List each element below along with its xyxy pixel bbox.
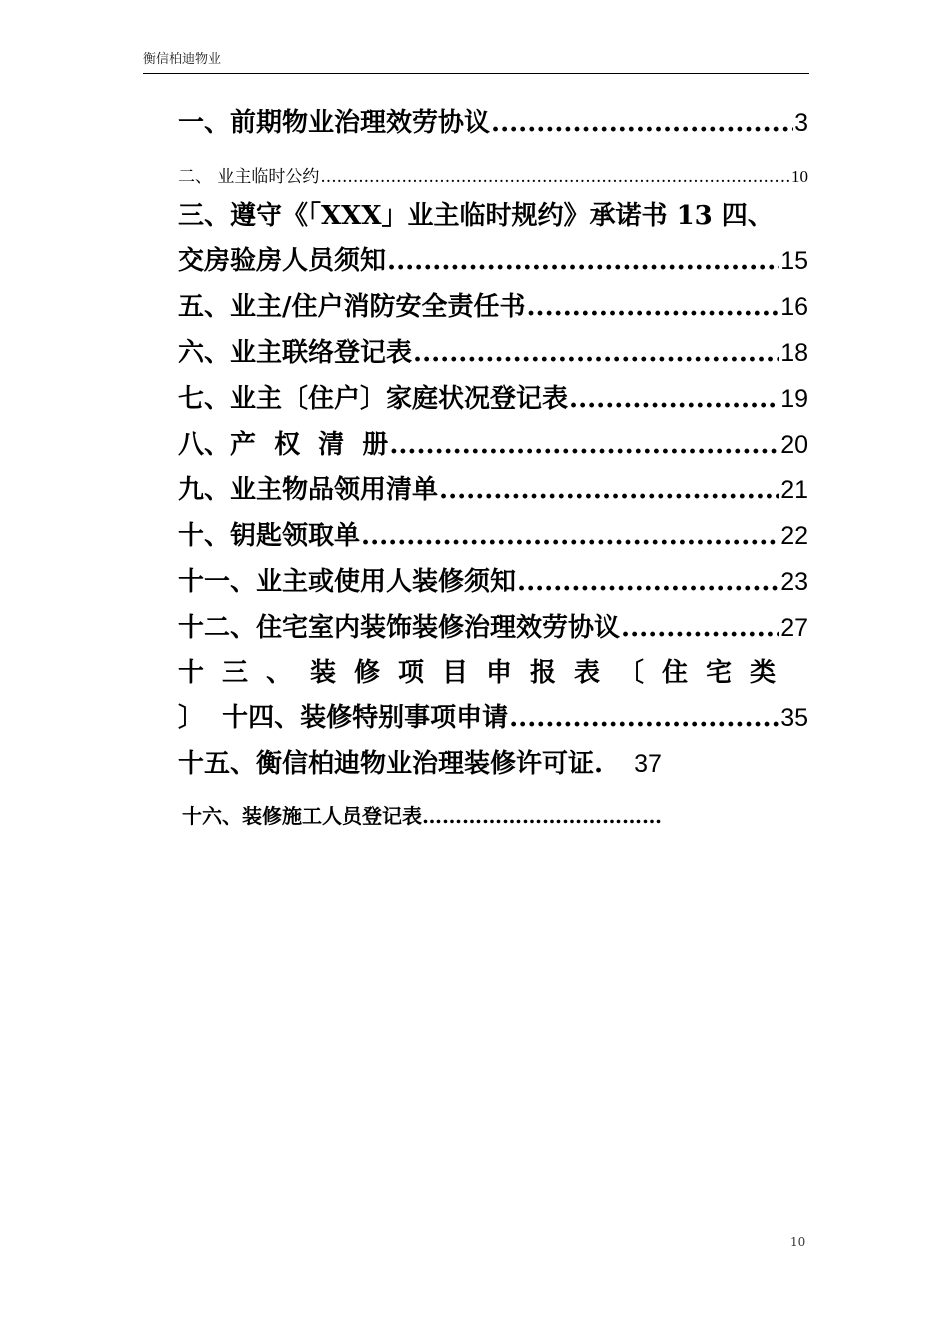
toc-entry[interactable] — [178, 384, 808, 414]
toc-entry[interactable] — [178, 292, 808, 322]
toc-leader — [389, 430, 779, 460]
toc-entry[interactable] — [182, 800, 662, 829]
toc-entry-page: 18 — [780, 339, 808, 367]
toc-leader — [569, 384, 779, 414]
toc-leader — [439, 475, 779, 505]
toc-entry-title: 十五、衡信柏迪物业治理装修许可证. — [178, 749, 604, 779]
toc-leader — [361, 521, 779, 551]
toc-entry[interactable] — [178, 338, 808, 368]
toc-entry[interactable] — [178, 108, 808, 138]
page-header — [143, 52, 809, 74]
toc-entry-page: 21 — [780, 476, 808, 504]
toc-entry-title: 十、钥匙领取单 — [178, 521, 361, 551]
toc-entry-title: 十三、装修项目申报表〔住宅类 — [178, 658, 795, 688]
toc-entry[interactable] — [178, 658, 794, 688]
toc-entry-page: 16 — [780, 293, 808, 321]
toc-entry[interactable] — [178, 567, 808, 597]
header-title: 衡信柏迪物业 — [143, 52, 222, 67]
toc-leader — [387, 246, 779, 276]
toc-leader — [527, 292, 780, 322]
toc-entry-title: 十六、装修施工人员登记表……………………………… — [182, 804, 662, 828]
toc-leader — [413, 338, 779, 368]
toc-entry-title: 八、产 权 清 册 — [178, 430, 389, 460]
toc-entry[interactable] — [178, 521, 808, 551]
toc-entry-page: 27 — [780, 614, 808, 642]
toc-entry-title: 三、遵守《「XXX」业主临时规约》承诺书 13 四、 — [178, 201, 774, 231]
toc-entry-title: 九、业主物品领用清单 — [178, 475, 439, 505]
toc-entry-page: 15 — [780, 247, 808, 275]
toc-entry-title: 〕 十四、装修特别事项申请 — [178, 703, 509, 733]
toc-entry[interactable] — [178, 430, 808, 460]
toc-entry-page: 35 — [780, 704, 808, 732]
toc-entry-title: 五、业主/住户消防安全责任书 — [178, 292, 526, 322]
page-number: 10 — [790, 1235, 806, 1249]
toc-entry-page: 37 — [634, 750, 662, 778]
toc-leader — [320, 162, 790, 192]
toc-entry[interactable] — [178, 703, 808, 733]
toc-entry[interactable] — [178, 475, 808, 505]
toc-leader — [621, 613, 779, 643]
toc-leader — [509, 703, 779, 733]
toc-entry-title: 七、业主〔住户〕家庭状况登记表 — [178, 384, 569, 414]
toc-entry[interactable] — [178, 246, 808, 276]
toc-entry-page: 22 — [780, 522, 808, 550]
toc-leader — [491, 108, 793, 138]
toc-leader — [517, 567, 779, 597]
toc-entry[interactable] — [178, 201, 774, 231]
toc-entry-page: 23 — [780, 568, 808, 596]
toc-entry[interactable] — [178, 613, 808, 643]
toc-entry[interactable] — [178, 162, 808, 192]
toc-entry-title: 一、前期物业治理效劳协议 — [178, 108, 491, 138]
toc-entry-title: 六、业主联络登记表 — [178, 338, 413, 368]
toc-entry[interactable] — [178, 749, 662, 779]
toc-entry-title: 十一、业主或使用人装修须知 — [178, 567, 517, 597]
toc-entry-title: 十二、住宅室内装饰装修治理效劳协议 — [178, 613, 621, 643]
toc-entry-title: 交房验房人员须知 — [178, 246, 387, 276]
toc-entry-page: 10 — [791, 167, 808, 186]
toc-entry-page: 19 — [780, 385, 808, 413]
toc-entry-page: 20 — [780, 431, 808, 459]
toc-entry-page: 3 — [794, 109, 808, 137]
toc-entry-title: 二、 业主临时公约 — [178, 167, 320, 187]
